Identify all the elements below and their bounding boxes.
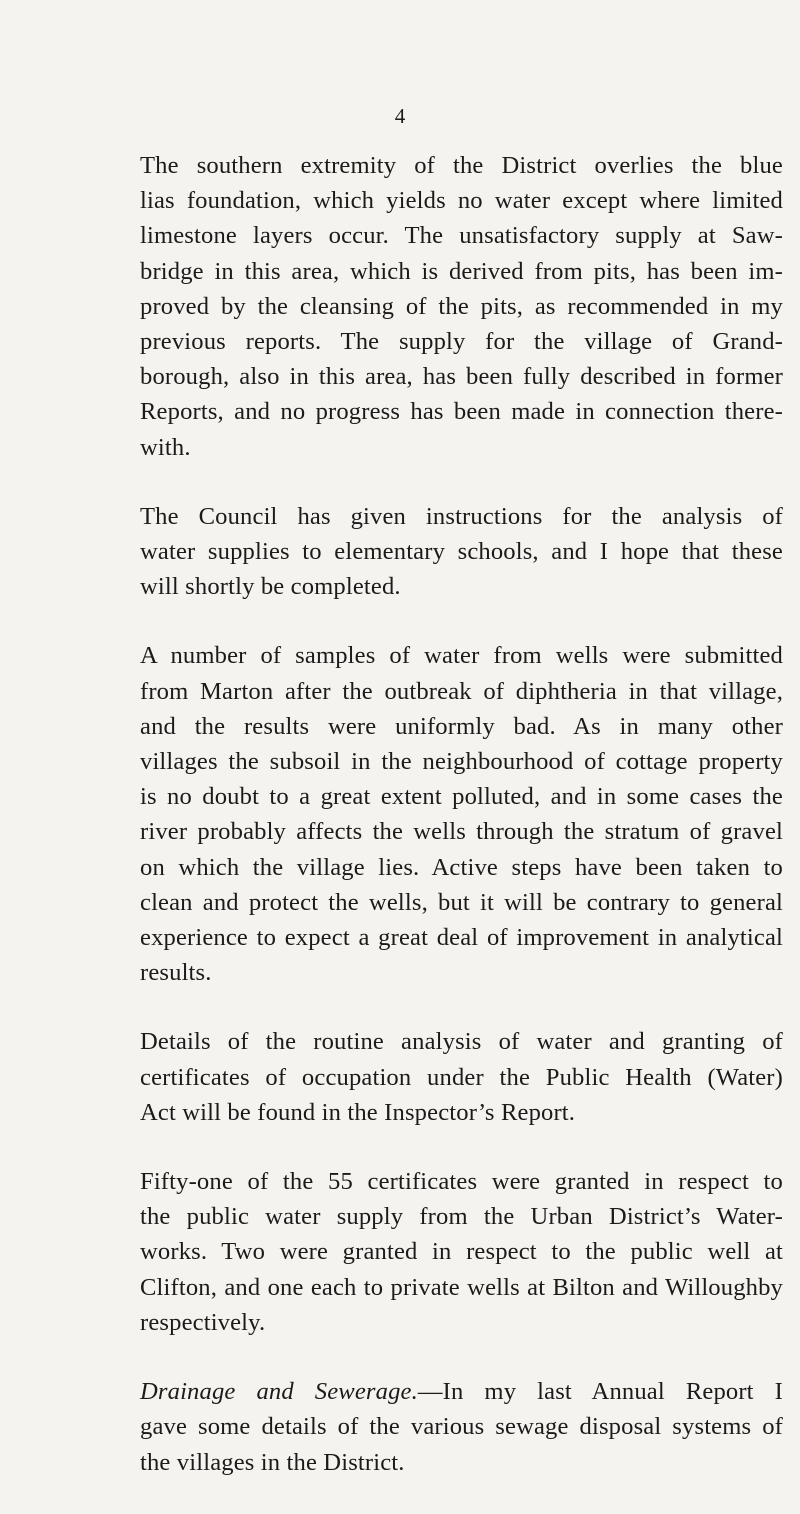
text-line: respectively. [140,1308,266,1336]
text-line: from Marton after the outbreak of diphtheria in that village, [140,677,783,705]
page-number: 4 [394,104,406,128]
text-line: on which the village lies. Active steps have been taken to [140,853,783,881]
text-line: previous reports. The supply for the village of Grand- [140,328,783,356]
text-line: lias foundation, which yields no water except where limited [140,187,783,215]
paragraph-certificates-granted [104,1164,783,1340]
text-line: The southern extremity of the District overlies the blue [140,152,783,179]
text-line: will shortly be completed. [140,573,401,601]
text-line: Fifty-one of the 55 certificates were granted in respect to [140,1168,783,1196]
paragraph-certificates-details [104,1024,783,1130]
text-line: proved by the cleansing of the pits, as recommended in my [140,292,783,320]
text-line: bridge in this area, which is derived from pits, has been im- [140,257,783,285]
text-line: experience to expect a great deal of improvement in analytical [140,924,783,952]
text-line: limestone layers occur. The unsatisfactory supply at Saw- [140,222,783,250]
text-line: certificates of occupation under the Public Health (Water) [140,1063,783,1091]
section-heading-drainage: Drainage and Sewerage. [140,1378,418,1406]
paragraph-water-supply-south [104,148,783,465]
text-line: gave some details of the various sewage disposal systems of [140,1413,783,1441]
text-line: water supplies to elementary schools, and I hope that these [140,538,783,566]
text-line: borough, also in this area, has been fully described in former [140,363,783,391]
text-line: Clifton, and one each to private wells at Bilton and Willoughby [140,1273,783,1301]
text-line: clean and protect the wells, but it will be contrary to general [140,888,783,916]
text-fragment: —In my last Annual Report I [417,1378,783,1406]
text-line: Details of the routine analysis of water and granting of [140,1028,783,1056]
text-line: the villages in the District. [140,1448,405,1476]
text-line: A number of samples of water from wells were submitted [140,642,783,670]
text-line: river probably affects the wells through the stratum of gravel [140,818,783,846]
text-line: The Council has given instructions for the analysis of [140,502,783,530]
text-line: is no doubt to a great extent polluted, and in some cases the [140,783,783,811]
text-line-with-heading [104,1374,783,1409]
text-line: the public water supply from the Urban District’s Water- [140,1203,783,1231]
text-line: Act will be found in the Inspector’s Report. [140,1098,576,1126]
text-line: Reports, and no progress has been made in connection there- [140,398,783,426]
body-text [104,148,783,1514]
text-line: with. [140,433,191,461]
text-line: villages the subsoil in the neighbourhood of cottage property [140,748,783,776]
paragraph-schools-analysis [104,499,783,605]
paragraph-marton-wells [104,638,783,990]
text-line: works. Two were granted in respect to the public well at [140,1238,783,1266]
text-line: and the results were uniformly bad. As in many other [140,712,783,740]
text-line: results. [140,959,212,987]
paragraph-drainage-sewerage [104,1374,783,1480]
